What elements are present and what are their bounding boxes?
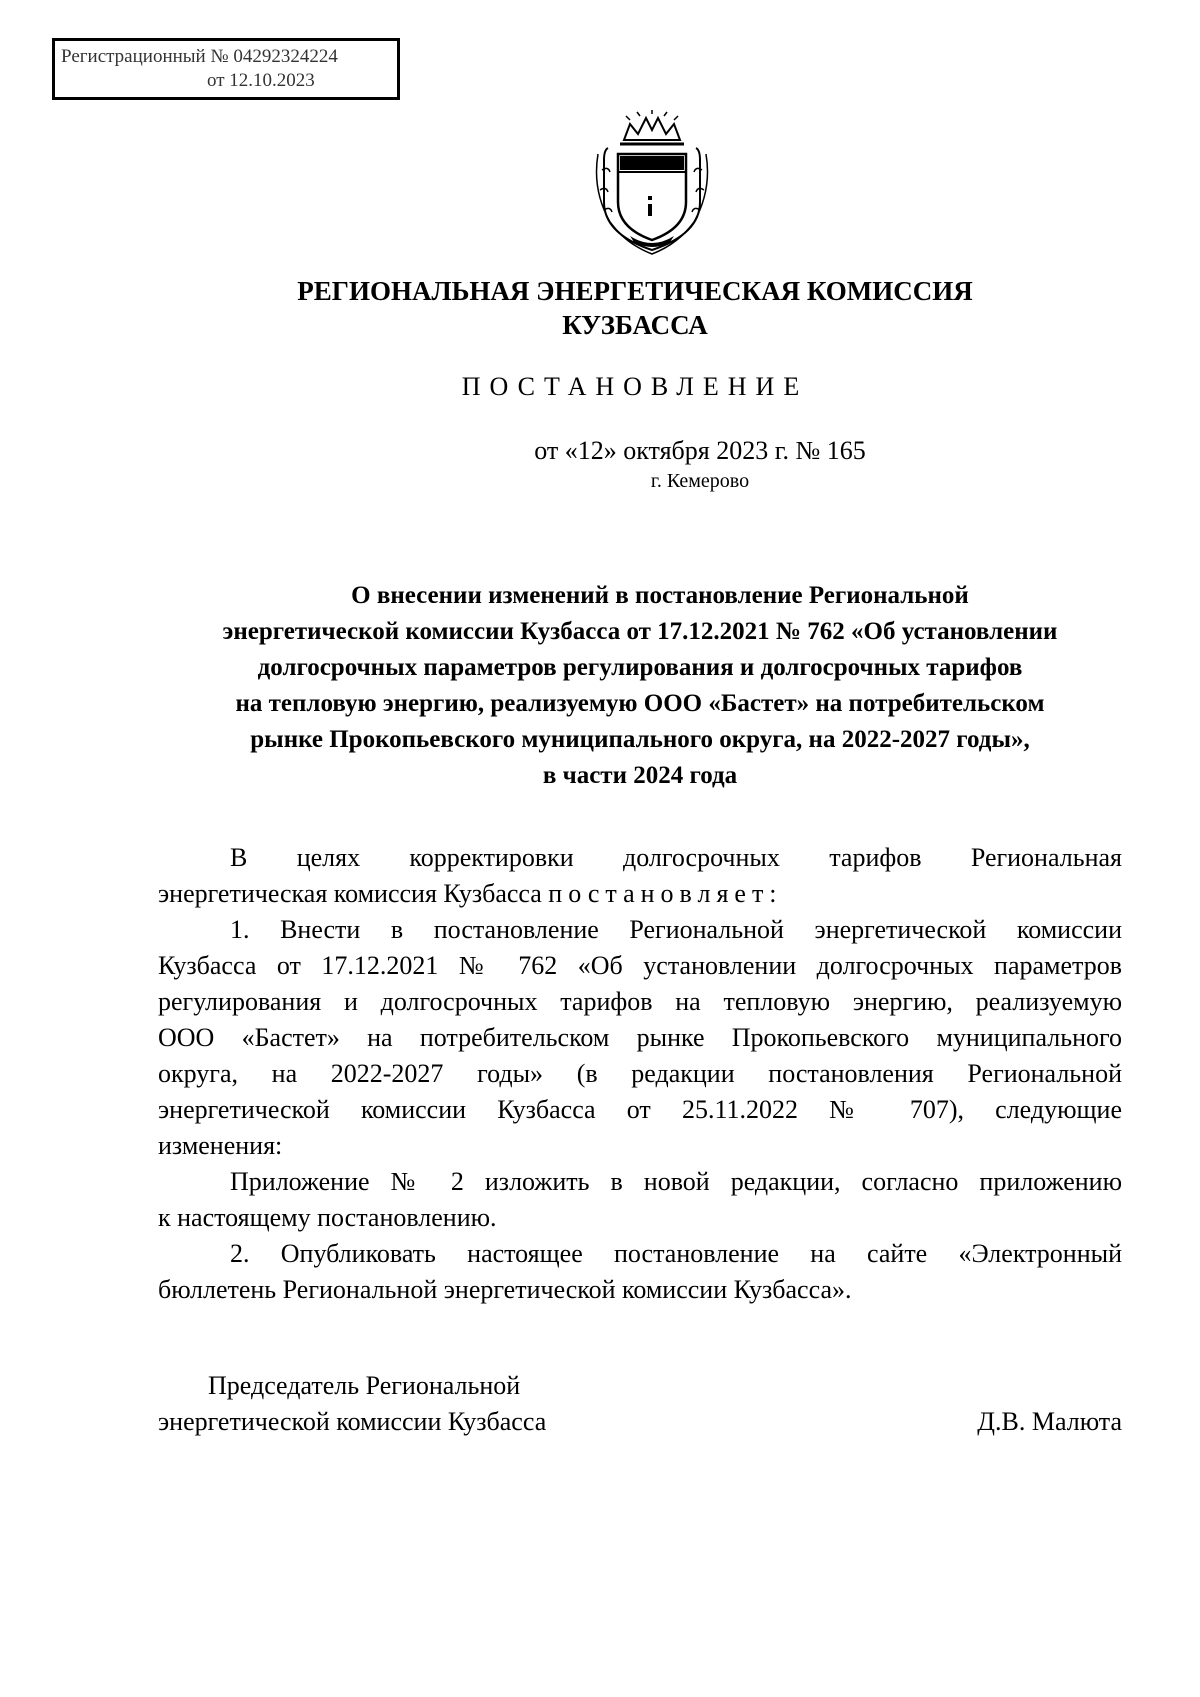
- document-subject: [150, 578, 1130, 794]
- document-city: г. Кемерово: [650, 470, 750, 492]
- document-body: [158, 840, 1122, 1308]
- subject-line: рынке Прокопьевского муниципального округа, на 2022-2027 годы»,: [250, 726, 1030, 753]
- item-1-line: ООО «Бастет» на потребительском рынке Прокопьевского муниципального: [158, 1023, 1122, 1052]
- signatory-name: Д.В. Малюта: [977, 1407, 1122, 1436]
- org-line-1: РЕГИОНАЛЬНАЯ ЭНЕРГЕТИЧЕСКАЯ КОМИССИЯ: [297, 276, 973, 306]
- item-1-line: энергетической комиссии Кузбасса от 25.11.2022 № 707), следующие: [158, 1095, 1122, 1124]
- preamble-line: В целях корректировки долгосрочных тарифов Региональная: [230, 843, 1122, 872]
- registration-number: Регистрационный № 04292324224: [61, 46, 338, 67]
- signatory-title-line-2: энергетической комиссии Кузбасса: [158, 1407, 547, 1436]
- annex-line: Приложение № 2 изложить в новой редакции, согласно приложению: [230, 1167, 1122, 1196]
- org-line-2: КУЗБАССА: [562, 310, 708, 340]
- document-date-number: от «12» октября 2023 г. № 165: [534, 436, 866, 465]
- signatory-title-line-1: Председатель Региональной: [208, 1371, 521, 1400]
- item-1-line: изменения:: [158, 1131, 283, 1160]
- item-1-line: округа, на 2022-2027 годы» (в редакции постановления Региональной: [158, 1059, 1122, 1088]
- signature-block: [158, 1368, 1122, 1440]
- preamble-line: [158, 876, 1122, 912]
- item-1-line: Кузбасса от 17.12.2021 № 762 «Об установлении долгосрочных параметров: [158, 951, 1122, 980]
- decree-word: постановляет:: [548, 879, 783, 908]
- registration-stamp: [52, 38, 400, 100]
- subject-line: энергетической комиссии Кузбасса от 17.12.2021 № 762 «Об установлении: [222, 618, 1058, 645]
- document-type: ПОСТАНОВЛЕНИЕ: [461, 372, 809, 401]
- annex-line: к настоящему постановлению.: [158, 1203, 497, 1232]
- subject-line: О внесении изменений в постановление Региональной: [351, 582, 969, 609]
- subject-line: на тепловую энергию, реализуемую ООО «Бастет» на потребительском: [235, 690, 1045, 717]
- coat-of-arms-icon: [590, 110, 714, 256]
- item-1-line: 1. Внести в постановление Региональной энергетической комиссии: [230, 915, 1122, 944]
- preamble-text: энергетическая комиссия Кузбасса: [158, 879, 549, 908]
- registration-date: от 12.10.2023: [207, 70, 315, 91]
- item-1-line: регулирования и долгосрочных тарифов на тепловую энергию, реализуемую: [158, 987, 1122, 1016]
- item-2-line: бюллетень Региональной энергетической комиссии Кузбасса».: [158, 1275, 852, 1304]
- item-2-line: 2. Опубликовать настоящее постановление на сайте «Электронный: [230, 1239, 1122, 1268]
- issuing-authority: [200, 274, 1070, 342]
- subject-line: в части 2024 года: [542, 762, 738, 789]
- subject-line: долгосрочных параметров регулирования и долгосрочных тарифов: [257, 654, 1023, 681]
